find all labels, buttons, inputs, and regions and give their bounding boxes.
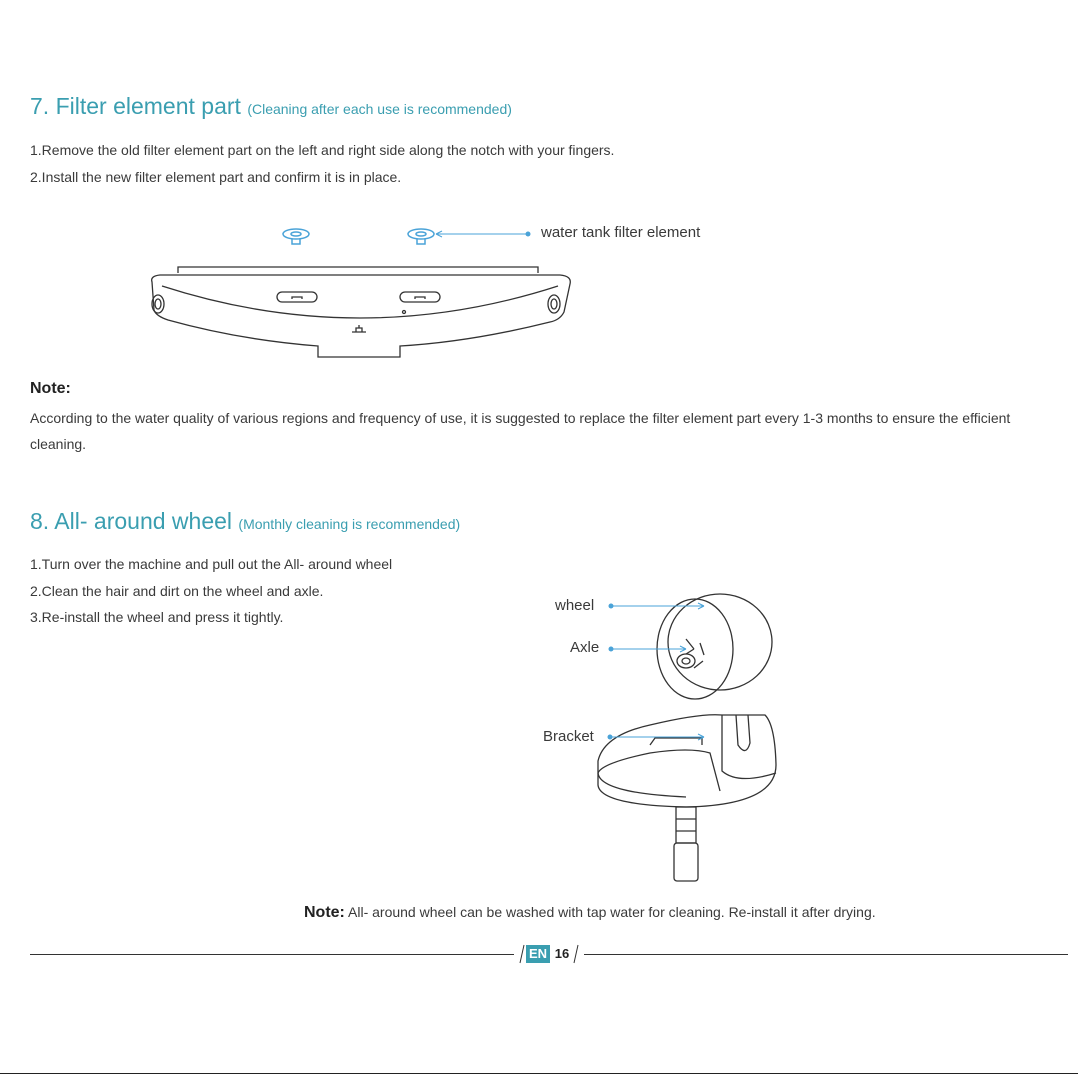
section-7-title: 7. Filter element part: [30, 93, 241, 119]
wheel-assembly-illustration: [590, 585, 790, 890]
section-7-heading: [30, 93, 512, 120]
footer-rule-right: [584, 954, 1068, 955]
footer-rule-left: [30, 954, 514, 955]
wheel-note-text: All- around wheel can be washed with tap water for cleaning. Re-install it after drying.: [348, 904, 876, 920]
bracket-label: Bracket: [543, 728, 594, 745]
note-text: According to the water quality of various regions and frequency of use, it is suggested to replace the filter element part every 1-3 months to ensure the efficient cleaning.: [30, 410, 1011, 452]
wheel-note-title: Note:: [304, 904, 345, 921]
section-7-step-2: 2.Install the new filter element part and confirm it is in place.: [30, 169, 402, 185]
section-8-heading: [30, 508, 460, 535]
page-number: 16: [554, 946, 570, 961]
page-bottom-border: [0, 1073, 1078, 1074]
filter-element-right: [408, 229, 434, 244]
filter-callout-label: water tank filter element: [541, 224, 701, 241]
section-7-step-1: 1.Remove the old filter element part on the left and right side along the notch with your fingers.: [30, 142, 615, 158]
section-8-step-1: 1.Turn over the machine and pull out the All- around wheel: [30, 556, 393, 572]
water-tank-illustration: [140, 220, 590, 365]
section-8-subtitle: (Monthly cleaning is recommended): [238, 516, 461, 532]
section-8-step-3: 3.Re-install the wheel and press it tightly.: [30, 609, 284, 625]
wheel-label: wheel: [555, 597, 595, 614]
wheel-note: [304, 904, 876, 922]
language-code: EN: [526, 945, 550, 963]
filter-element-left: [283, 229, 309, 244]
axle-label: Axle: [570, 639, 600, 656]
section-8-title: 8. All- around wheel: [30, 508, 233, 534]
note-title: Note:: [30, 380, 71, 397]
section-8-step-2: 2.Clean the hair and dirt on the wheel and axle.: [30, 583, 324, 599]
page-number-badge: [516, 944, 582, 964]
section-7-subtitle: (Cleaning after each use is recommended): [247, 101, 512, 117]
